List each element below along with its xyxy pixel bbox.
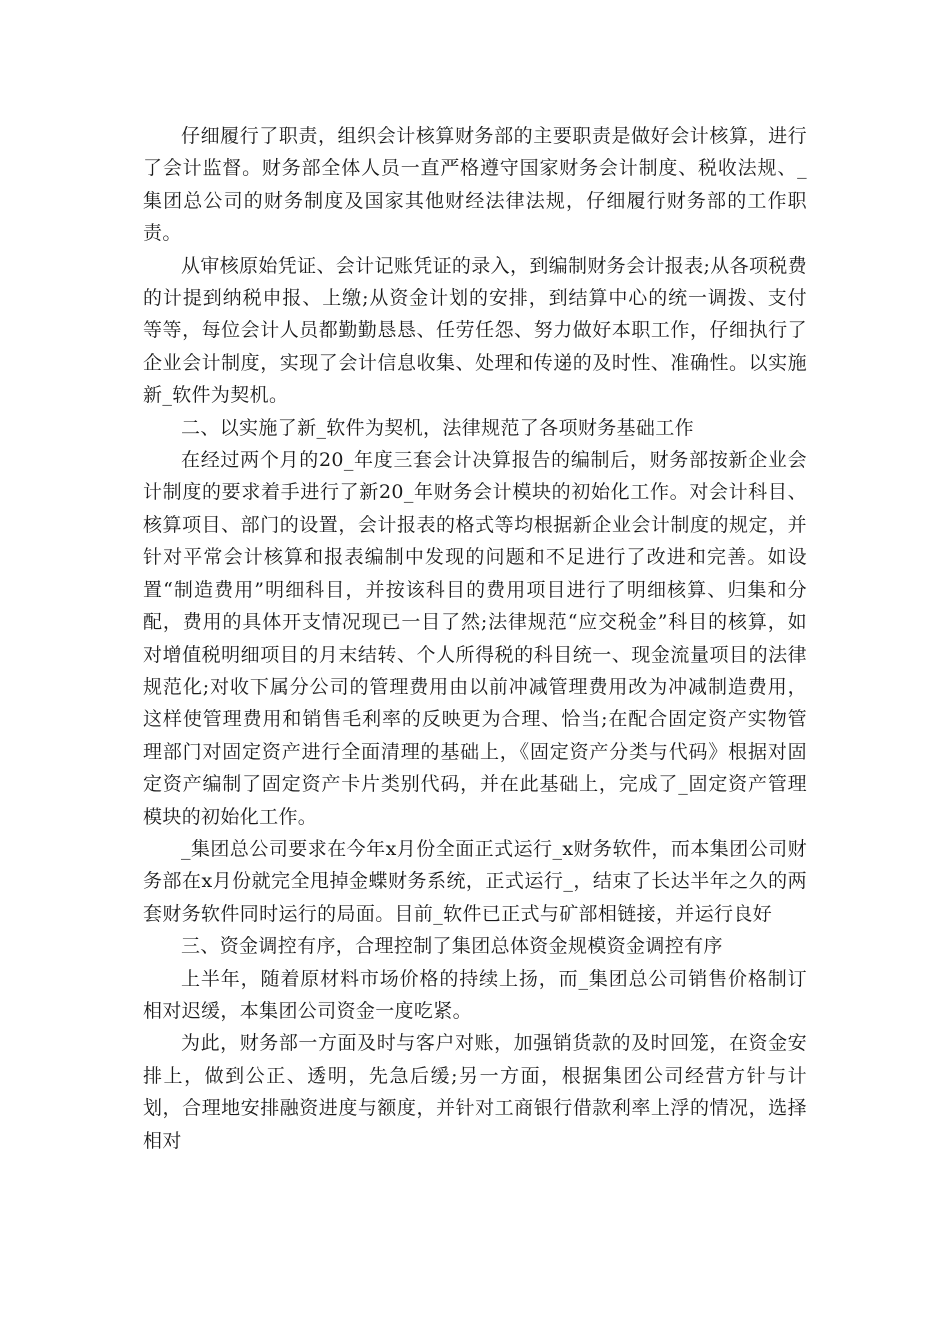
section-heading-2: 二、以实施了新_软件为契机，法律规范了各项财务基础工作: [181, 416, 694, 439]
paragraph-funding-measures: 为此，财务部一方面及时与客户对账，加强销货款的及时回笼，在资金安排上，做到公正、透明，先急后缓;另一方面，根据集团公司经营方针与计划，合理地安排融资进度与额度，并针对工商银行借款利率上浮的情况，选择相对: [143, 1032, 807, 1152]
document-body: [143, 120, 807, 1157]
section-heading-3: 三、资金调控有序，合理控制了集团总体资金规模资金调控有序: [181, 935, 723, 958]
paragraph-software-switch: _集团总公司要求在今年x月份全面正式运行_x财务软件，而本集团公司财务部在x月份就完全甩掉金蝶财务系统，正式运行_，结束了长达半年之久的两套财务软件同时运行的局面。目前_软件已正式与矿部相链接，并运行良好: [143, 837, 807, 925]
paragraph-duty-fulfillment: 仔细履行了职责，组织会计核算财务部的主要职责是做好会计核算，进行了会计监督。财务部全体人员一直严格遵守国家财务会计制度、税收法规、_集团总公司的财务制度及国家其他财经法律法规，仔细履行财务部的工作职责。: [143, 125, 807, 245]
paragraph-initialization-work: 在经过两个月的20_年度三套会计决算报告的编制后，财务部按新企业会计制度的要求着手进行了新20_年财务会计模块的初始化工作。对会计科目、核算项目、部门的设置，会计报表的格式等均根据新企业会计制度的规定，并针对平常会计核算和报表编制中发现的问题和不足进行了改进和完善。如设置“制造费用”明细科目，并按该科目的费用项目进行了明细核算、归集和分配，费用的具体开支情况现已一目了然;法律规范“应交税金”科目的核算，如对增值税明细项目的月末结转、个人所得税的科目统一、现金流量项目的法律规范化;对收下属分公司的管理费用由以前冲减管理费用改为冲减制造费用，这样使管理费用和销售毛利率的反映更为合理、恰当;在配合固定资产实物管理部门对固定资产进行全面清理的基础上，《固定资产分类与代码》根据对固定资产编制了固定资产卡片类别代码，并在此基础上，完成了_固定资产管理模块的初始化工作。: [143, 449, 807, 828]
paragraph-accounting-workflow: 从审核原始凭证、会计记账凭证的录入，到编制财务会计报表;从各项税费的计提到纳税申报、上缴;从资金计划的安排，到结算中心的统一调拨、支付等等，每位会计人员都勤勤恳恳、任劳任怨、努力做好本职工作，仔细执行了企业会计制度，实现了会计信息收集、处理和传递的及时性、准确性。以实施新_软件为契机。: [143, 254, 807, 407]
paragraph-cash-tight: 上半年，随着原材料市场价格的持续上扬，而_集团总公司销售价格制订相对迟缓，本集团公司资金一度吃紧。: [143, 967, 807, 1022]
